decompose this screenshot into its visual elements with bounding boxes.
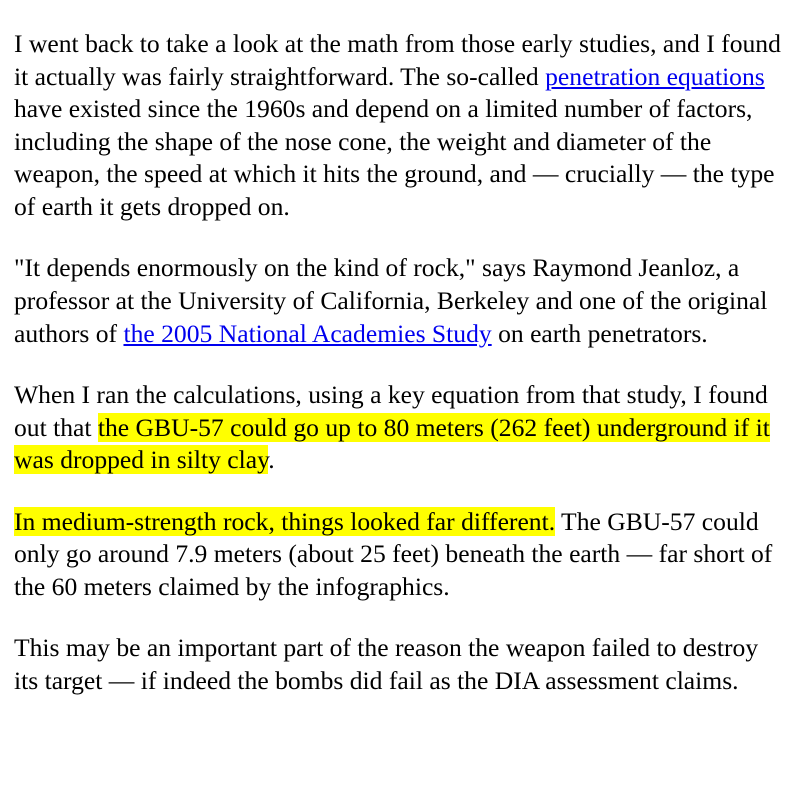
paragraph-3-text-end: .: [268, 445, 275, 475]
penetration-equations-link[interactable]: penetration equations: [545, 61, 765, 91]
paragraph-3: [14, 379, 784, 477]
article-body: [14, 28, 784, 726]
paragraph-2: [14, 252, 784, 350]
paragraph-2-text-end: on earth penetrators.: [491, 318, 708, 348]
paragraph-4: [14, 506, 784, 604]
paragraph-3-text-start: When I ran the calculations, using a key equation from that study, I found out that: [14, 379, 768, 442]
paragraph-4-highlight: In medium-strength rock, things looked far different.: [14, 506, 556, 536]
paragraph-5-text: This may be an important part of the reason the weapon failed to destroy its target — if indeed the bombs did fail as the DIA assessment claims.: [14, 633, 759, 695]
paragraph-4-text-end: The GBU-57 could only go around 7.9 meters (about 25 feet) beneath the earth — far short of the 60 meters claimed by the infographics.: [14, 506, 773, 601]
paragraph-1: [14, 28, 784, 224]
paragraph-1-text-end: have existed since the 1960s and depend on a limited number of factors, including the shape of the nose cone, the weight and diameter of the weapon, the speed at which it hits the ground, and — crucially — the type of earth it gets dropped on.: [14, 94, 775, 221]
paragraph-2-text-start: "It depends enormously on the kind of rock," says Raymond Jeanloz, a professor at the University of California, Berkeley and one of the original authors of: [14, 253, 768, 348]
paragraph-1-text-start: I went back to take a look at the math from those early studies, and I found it actually was fairly straightforward. The so-called: [14, 29, 781, 91]
paragraph-3-highlight: the GBU-57 could go up to 80 meters (262 feet) underground if it was dropped in silty clay: [14, 412, 770, 475]
national-academies-study-link[interactable]: the 2005 National Academies Study: [123, 318, 492, 348]
paragraph-5: [14, 632, 784, 697]
